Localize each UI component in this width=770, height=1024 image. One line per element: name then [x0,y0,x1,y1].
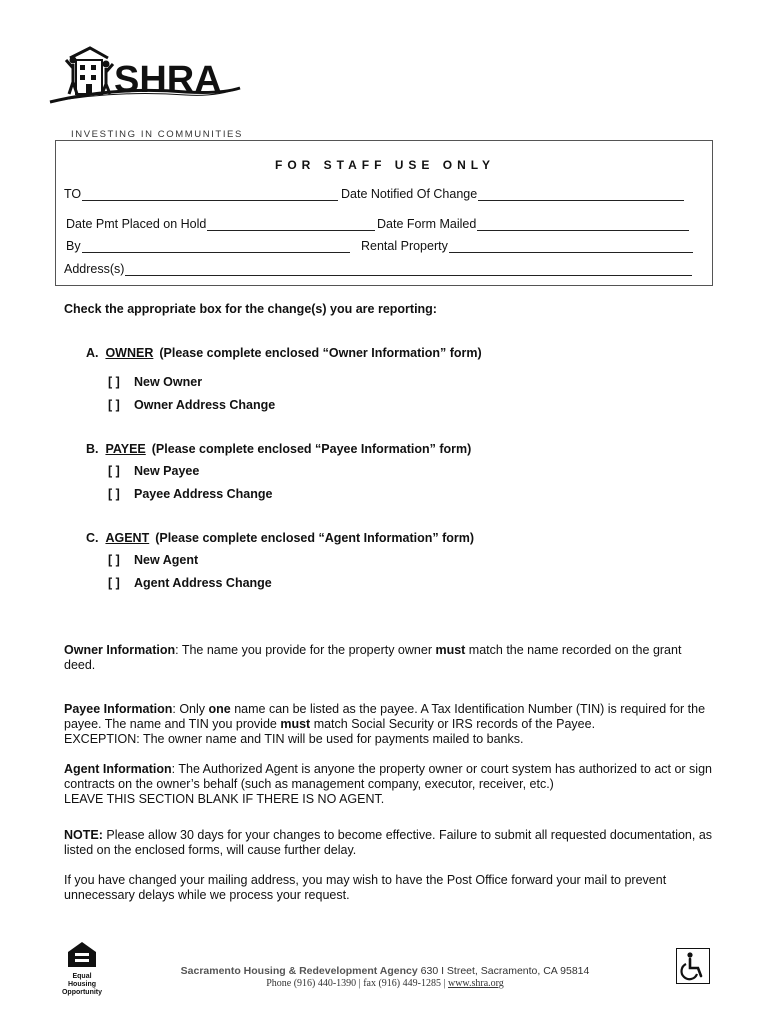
staff-box-title: FOR STAFF USE ONLY [274,158,495,172]
equal-housing-icon [65,940,99,968]
address-label: Address(s) [64,262,125,276]
date-form-mailed-field[interactable] [377,217,689,231]
agent-information-paragraph: Agent Information: The Authorized Agent is anyone the property owner or court system has authorized to act or sign contracts on the owner’s behalf (such as management company, executor, receiver, etc.) LEAVE THIS SECTION BLANK IF THERE IS NO AGENT. [64,762,712,806]
contact-line: Phone (916) 440-1390 | fax (916) 449-1285 | www.shra.org [266,978,504,989]
svg-text:SHRA: SHRA [114,59,222,101]
by-label: By [66,239,81,253]
address-line[interactable] [125,263,692,276]
date-notified-label: Date Notified Of Change [341,187,478,201]
by-field[interactable] [66,239,350,253]
tagline: INVESTING IN COMMUNITIES [71,129,243,140]
to-line[interactable] [82,188,338,201]
checkbox-owner-address-change[interactable]: [ ] Owner Address Change [108,398,276,412]
owner-information-paragraph: Owner Information: The name you provide for the property owner must match the name recorded on the grant deed. [64,643,682,672]
rental-property-field[interactable] [361,239,693,253]
equal-housing-logo: Equal Housing Opportunity [60,940,104,997]
date-notified-line[interactable] [478,188,684,201]
payee-information-paragraph: Payee Information: Only one name can be listed as the payee. A Tax Identification Number (TIN) is required for the payee. The name and TIN you provide must match Social Security or IRS records of the Payee. EXCEPTION: The owner name and TIN will be used for payments mailed to banks. [64,702,706,746]
note-paragraph: NOTE: Please allow 30 days for your changes to become effective. Failure to submit all requested documentation, as listed on the enclosed forms, will cause further delay. [64,828,713,857]
checkbox-new-payee[interactable]: [ ] New Payee [108,464,200,478]
shra-logo [46,46,246,108]
date-form-mailed-line[interactable] [477,218,689,231]
accessibility-icon [676,948,710,984]
section-payee-heading: B. PAYEE (Please complete enclosed “Payee Information” form) [86,442,472,456]
mailing-address-paragraph: If you have changed your mailing address, you may wish to have the Post Office forward your mail to prevent unnecessary delays while we process your request. [64,873,667,902]
instruction-text: Check the appropriate box for the change(s) you are reporting: [64,302,437,316]
checkbox-new-owner[interactable]: [ ] New Owner [108,375,203,389]
section-agent-heading: C. AGENT (Please complete enclosed “Agent Information” form) [86,531,475,545]
by-line[interactable] [82,240,350,253]
date-pmt-hold-line[interactable] [207,218,375,231]
date-form-mailed-label: Date Form Mailed [377,217,477,231]
section-owner-heading: A. OWNER (Please complete enclosed “Owner Information” form) [86,346,482,360]
date-pmt-hold-label: Date Pmt Placed on Hold [66,217,207,231]
date-notified-field[interactable] [341,187,684,201]
checkbox-payee-address-change[interactable]: [ ] Payee Address Change [108,487,273,501]
address-field[interactable] [64,262,692,276]
rental-property-line[interactable] [449,240,693,253]
to-label: TO [64,187,82,201]
checkbox-agent-address-change[interactable]: [ ] Agent Address Change [108,576,272,590]
agency-address-line: Sacramento Housing & Redevelopment Agency 630 I Street, Sacramento, CA 95814 [180,965,590,977]
to-field[interactable] [64,187,338,201]
rental-property-label: Rental Property [361,239,448,253]
date-pmt-hold-field[interactable] [66,217,375,231]
website-link[interactable]: www.shra.org [447,978,504,989]
checkbox-new-agent[interactable]: [ ] New Agent [108,553,199,567]
